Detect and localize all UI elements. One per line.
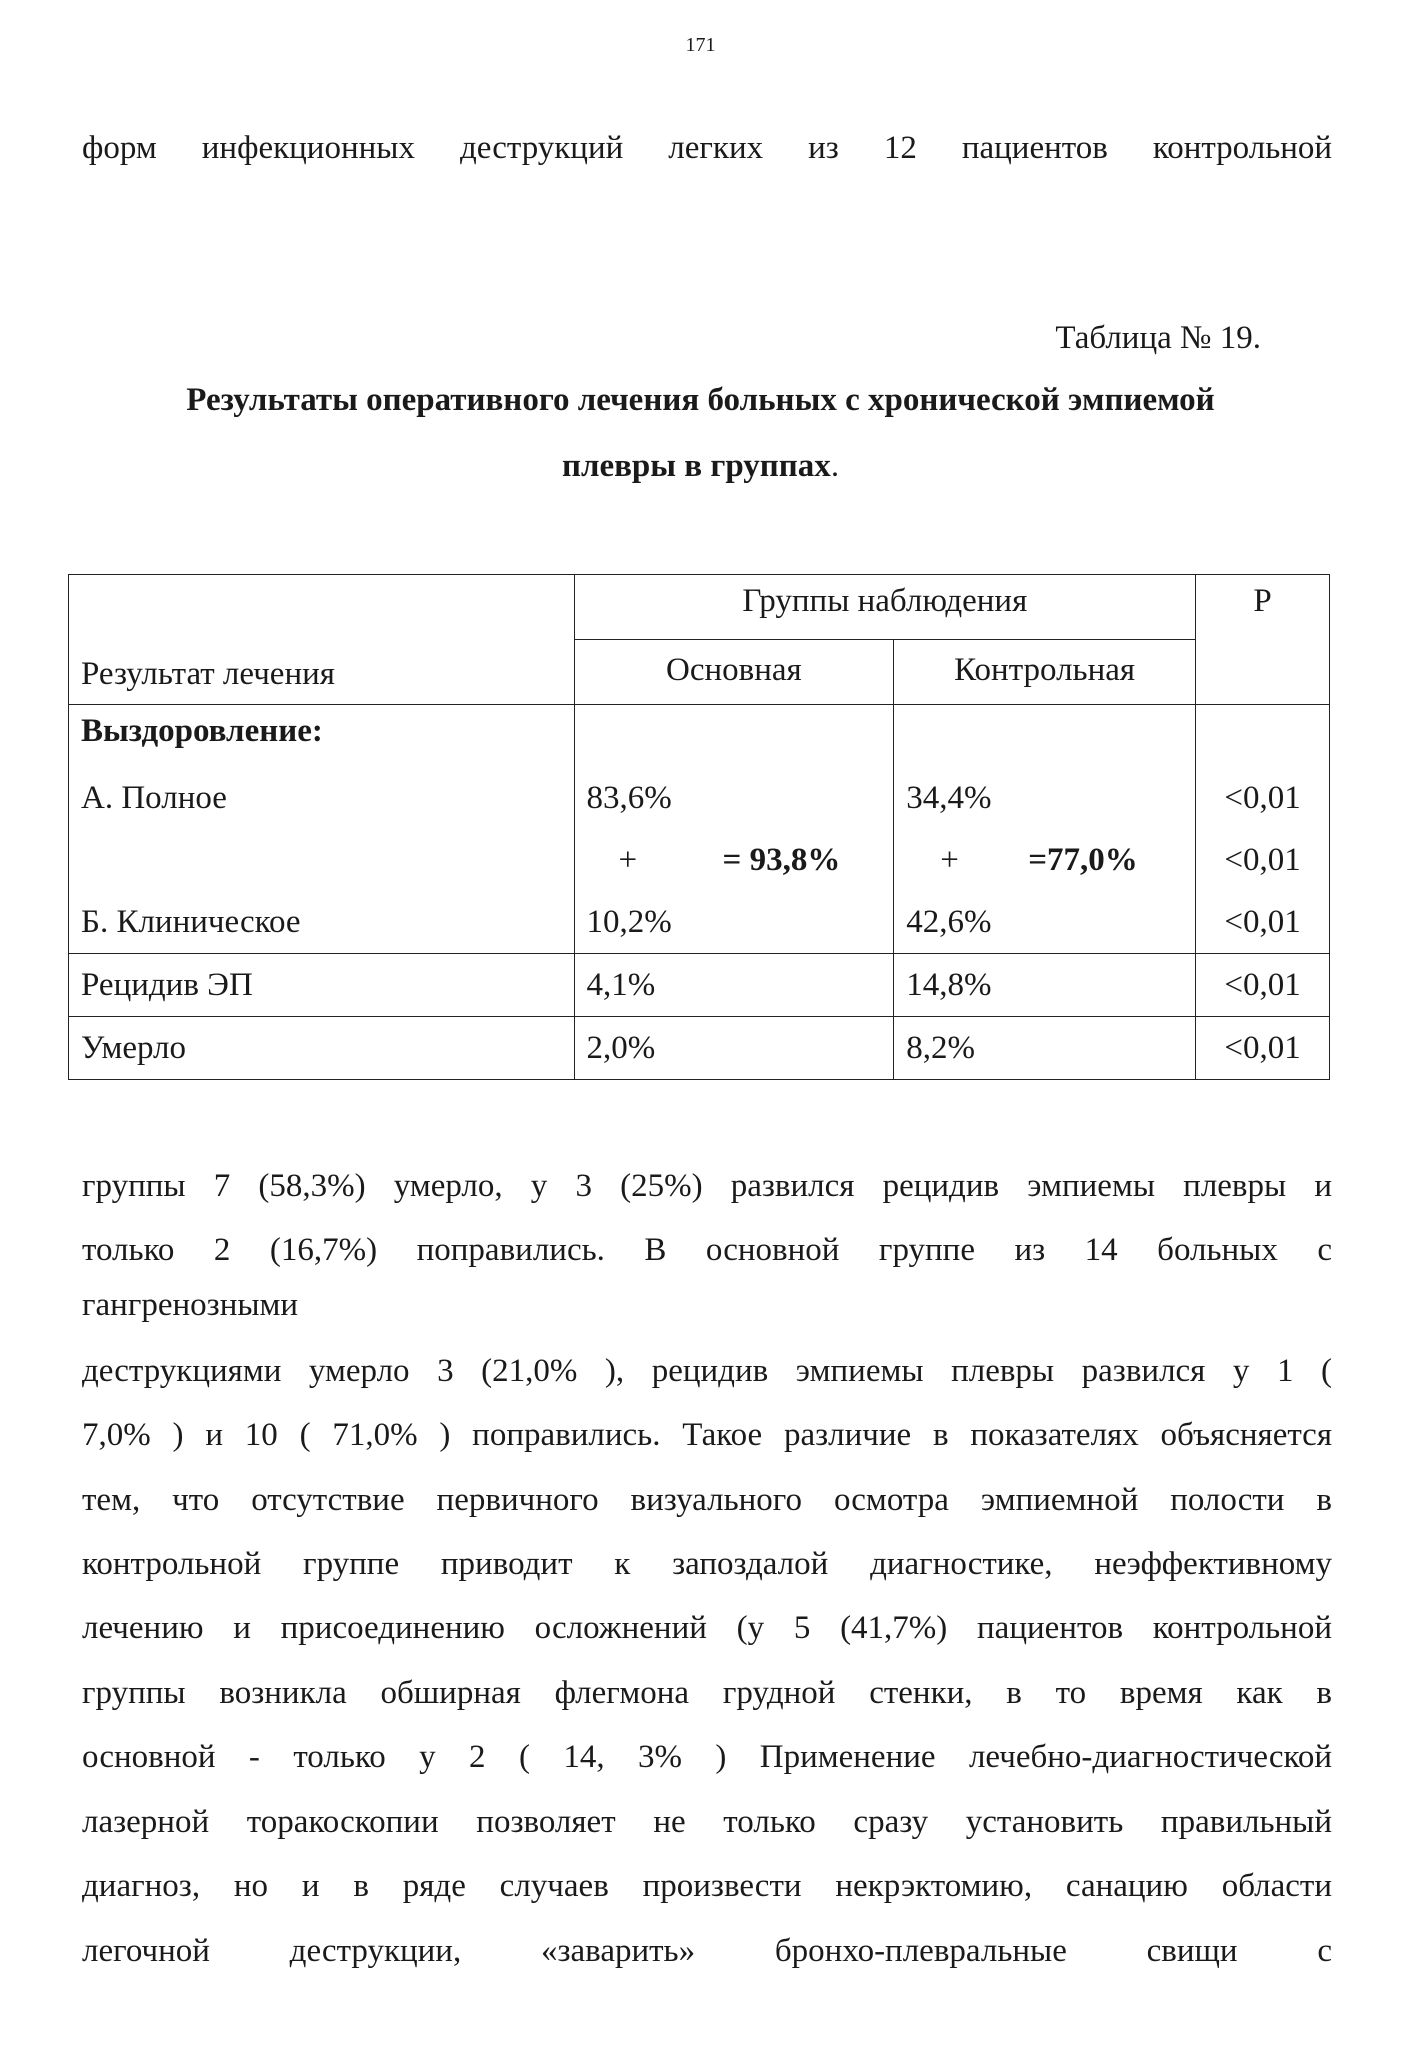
results-table <box>68 574 1330 1080</box>
table-row-died: Умерло 2,0% 8,2% <0,01 <box>69 1017 1330 1080</box>
body-line-5: 7,0% ) и 10 ( 71,0% ) поправились. Такое различие в показателях объясняется <box>82 1417 1332 1453</box>
page-number: 171 <box>685 34 716 56</box>
body-line-1: группы 7 (58,3%) умерло, у 3 (25%) развился рецидив эмпиемы плевры и <box>82 1168 1332 1204</box>
paragraph-top: форм инфекционных деструкций легких из 12 пациентов контрольной <box>82 130 1333 166</box>
body-line-9: группы возникла обширная флегмона грудной стенки, в то время как в <box>82 1675 1332 1711</box>
header-groups: Группы наблюдения <box>574 575 1196 640</box>
body-line-10: основной - только у 2 ( 14, 3% ) Применение лечебно-диагностической <box>82 1739 1332 1775</box>
table-header-row <box>69 575 1330 640</box>
table-title-line1: Результаты оперативного лечения больных с хронической эмпиемой <box>186 382 1215 418</box>
table-row-recovery <box>69 705 1330 954</box>
body-line-7: контрольной группе приводит к запоздалой диагностике, неэффективному <box>82 1546 1332 1582</box>
header-p: P <box>1196 575 1330 705</box>
recovery-cell: Выздоровление: А. Полное Б. Клиническое <box>69 705 575 954</box>
body-line-4: деструкциями умерло 3 (21,0% ), рецидив эмпиемы плевры развился у 1 ( <box>82 1353 1332 1389</box>
recovery-p-cell: <0,01 <0,01 <0,01 <box>1196 705 1330 954</box>
body-line-12: диагноз, но и в ряде случаев произвести некрэктомию, санацию области <box>82 1868 1332 1904</box>
recovery-control-cell: 34,4% + =77,0% 42,6% <box>894 705 1196 954</box>
body-line-6: тем, что отсутствие первичного визуального осмотра эмпиемной полости в <box>82 1482 1332 1518</box>
body-line-3: гангренозными <box>82 1287 299 1323</box>
body-line-8: лечению и присоединению осложнений (у 5 (41,7%) пациентов контрольной <box>82 1610 1332 1646</box>
table-number: Таблица № 19. <box>1055 320 1261 356</box>
table-title-line2: плевры в группах. <box>561 448 840 484</box>
body-line-13: легочной деструкции, «заварить» бронхо-плевральные свищи с <box>82 1933 1332 1969</box>
recovery-main-cell: 83,6% + = 93,8% 10,2% <box>574 705 894 954</box>
header-result: Результат лечения <box>69 575 575 705</box>
header-main: Основная <box>574 640 894 705</box>
table-row-relapse: Рецидив ЭП 4,1% 14,8% <0,01 <box>69 954 1330 1017</box>
body-line-11: лазерной торакоскопии позволяет не только сразу установить правильный <box>82 1804 1332 1840</box>
body-line-2: только 2 (16,7%) поправились. В основной группе из 14 больных с <box>82 1232 1332 1268</box>
header-control: Контрольная <box>894 640 1196 705</box>
